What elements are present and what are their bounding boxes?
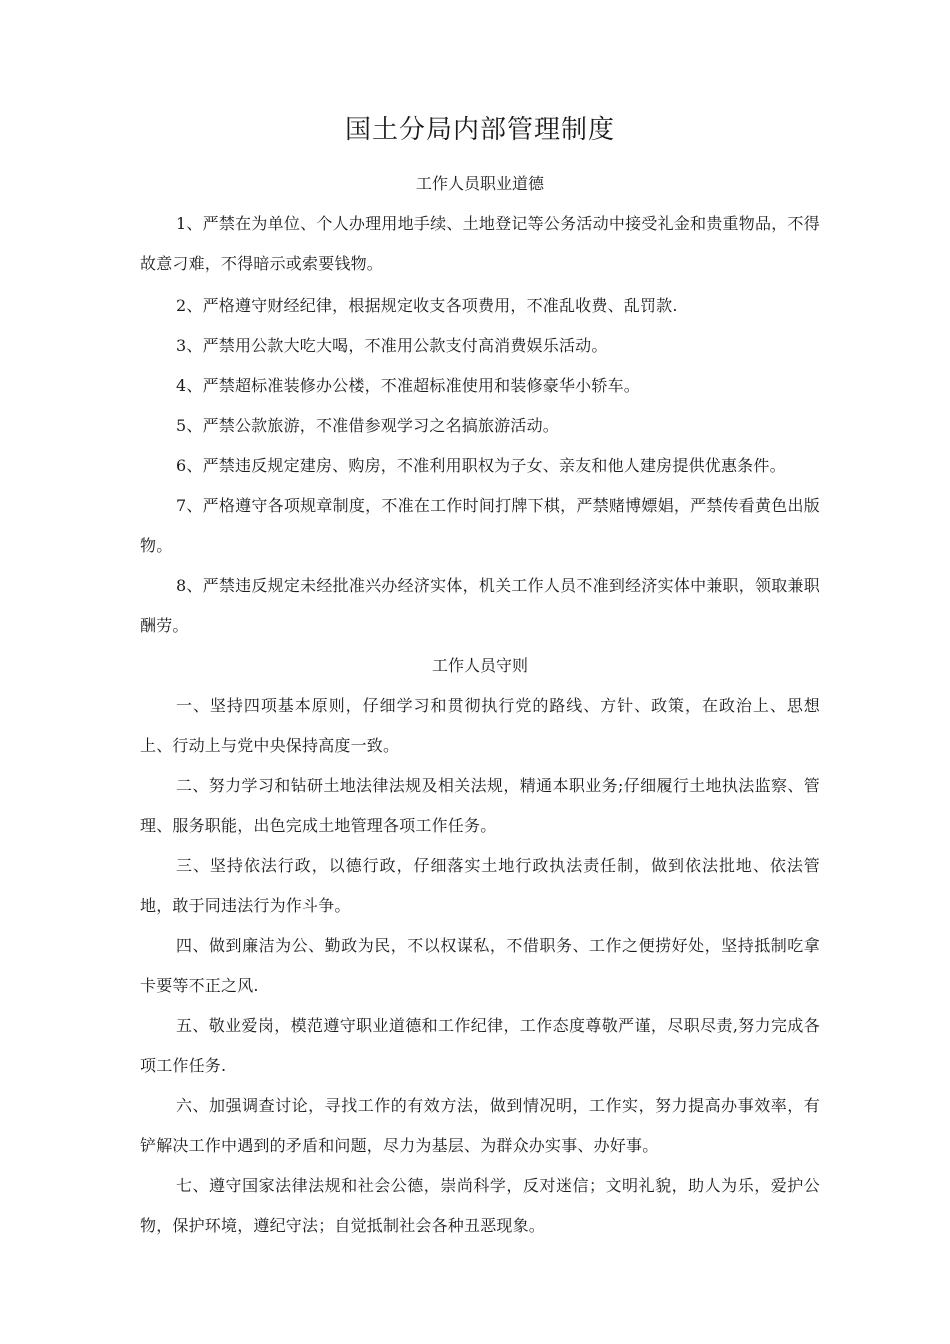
paragraph: 6、严禁违反规定建房、购房，不准利用职权为子女、亲友和他人建房提供优惠条件。: [176, 456, 786, 475]
paragraph: 2、严格遵守财经纪律，根据规定收支各项费用，不准乱收费、乱罚款.: [176, 296, 678, 315]
paragraph: 1、严禁在为单位、个人办理用地手续、土地登记等公务活动中接受礼金和贵重物品，不得故意刁难，不得暗示或索要钱物。: [140, 214, 820, 273]
paragraph: 3、严禁用公款大吃大喝，不准用公款支付高消费娱乐活动。: [176, 336, 608, 355]
paragraph: 4、严禁超标准装修办公楼，不准超标准使用和装修豪华小轿车。: [176, 376, 640, 395]
paragraph: 7、严格遵守各项规章制度，不准在工作时间打牌下棋，严禁赌博嫖娼，严禁传看黄色出版物。: [140, 496, 820, 555]
paragraph: 二、努力学习和钻研土地法律法规及相关法规，精通本职业务;仔细履行土地执法监察、管理、服务职能，出色完成土地管理各项工作任务。: [140, 776, 820, 835]
paragraph: 四、做到廉洁为公、勤政为民，不以权谋私，不借职务、工作之便捞好处，坚持抵制吃拿卡要等不正之风.: [140, 936, 820, 995]
document-title: 国土分局内部管理制度: [344, 115, 615, 145]
paragraph: 六、加强调查讨论，寻找工作的有效方法，做到情况明，工作实，努力提高办事效率，有铲解决工作中遇到的矛盾和问题，尽力为基层、为群众办实事、办好事。: [140, 1096, 820, 1155]
paragraph: 8、严禁违反规定未经批准兴办经济实体，机关工作人员不准到经济实体中兼职，领取兼职酬劳。: [140, 576, 820, 635]
section-heading-professional-ethics: 工作人员职业道德: [415, 174, 544, 193]
paragraph: 三、坚持依法行政，以德行政，仔细落实土地行政执法责任制，做到依法批地、依法管地，敢于同违法行为作斗争。: [140, 856, 820, 915]
paragraph: 五、敬业爱岗，模范遵守职业道德和工作纪律，工作态度尊敬严谨，尽职尽责,努力完成各项工作任务.: [140, 1016, 820, 1075]
paragraph: 一、坚持四项基本原则，仔细学习和贯彻执行党的路线、方针、政策，在政治上、思想上、行动上与党中央保持高度一致。: [140, 696, 820, 755]
section-heading-staff-code: 工作人员守则: [431, 656, 528, 675]
paragraph: 5、严禁公款旅游，不准借参观学习之名搞旅游活动。: [176, 416, 559, 435]
paragraph: 七、遵守国家法律法规和社会公德，崇尚科学，反对迷信；文明礼貌，助人为乐，爱护公物，保护环境，遵纪守法；自觉抵制社会各种丑恶现象。: [140, 1176, 820, 1235]
